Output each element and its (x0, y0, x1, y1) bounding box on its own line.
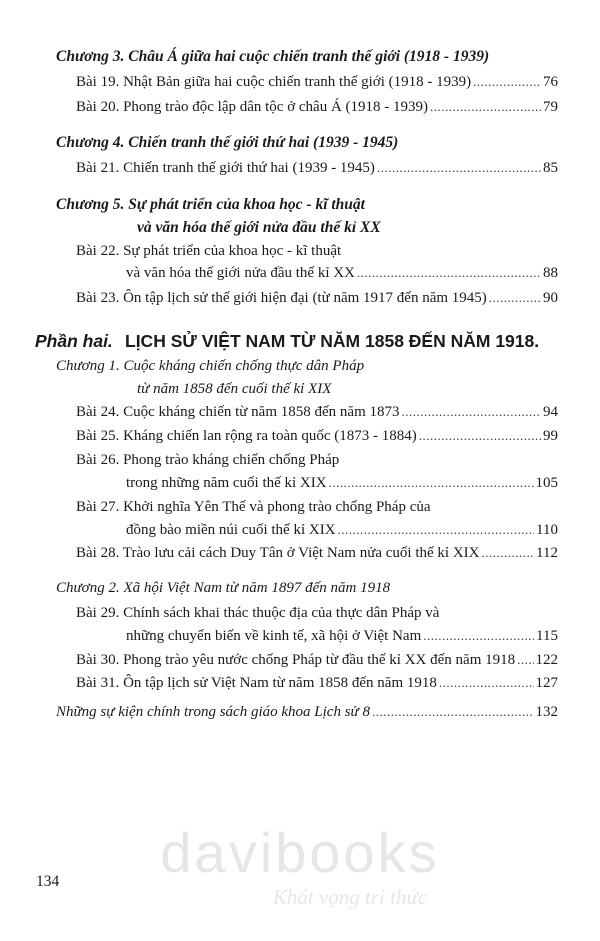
leader-dots (473, 72, 541, 92)
entry-title: đồng bào miền núi cuối thế kỉ XIX (126, 522, 336, 538)
chapter-heading-continued: từ năm 1858 đến cuối thế kỉ XIX (137, 381, 332, 397)
entry-page: 85 (543, 160, 558, 176)
part-heading (35, 329, 539, 353)
entry-page: 110 (536, 522, 558, 538)
toc-entry[interactable] (76, 97, 558, 117)
toc-entry[interactable] (126, 626, 558, 646)
chapter-heading: Chương 3. Châu Á giữa hai cuộc chiến tranh thế giới (1918 - 1939) (56, 48, 490, 65)
entry-page: 76 (543, 74, 558, 90)
entry-title: Bài 31. Ôn tập lịch sử Việt Nam từ năm 1858 đến năm 1918 (76, 675, 437, 691)
watermark-logo: davibooks (160, 821, 440, 884)
entry-page: 122 (535, 652, 558, 668)
part-title: LỊCH SỬ VIỆT NAM TỪ NĂM 1858 ĐẾN NĂM 1918. (125, 331, 540, 351)
toc-entry[interactable] (76, 158, 558, 178)
chapter-heading-continued: và văn hóa thế giới nửa đầu thế kỉ XX (137, 219, 381, 236)
entry-title: Bài 25. Kháng chiến lan rộng ra toàn quốc (1873 - 1884) (76, 428, 417, 444)
leader-dots (419, 426, 541, 446)
entry-page: 132 (535, 704, 558, 720)
entry-title[interactable]: Bài 29. Chính sách khai thác thuộc địa của thực dân Pháp và (76, 605, 440, 621)
toc-entry[interactable] (76, 543, 558, 563)
entry-title: Bài 19. Nhật Bản giữa hai cuộc chiến tranh thế giới (1918 - 1939) (76, 74, 472, 90)
toc-entry[interactable] (126, 473, 558, 493)
entry-title: Bài 28. Trào lưu cải cách Duy Tân ở Việt Nam nửa cuối thế kỉ XIX (76, 545, 480, 561)
toc-entry[interactable] (76, 72, 558, 92)
entry-title: Bài 24. Cuộc kháng chiến từ năm 1858 đến năm 1873 (76, 404, 400, 420)
leader-dots (338, 520, 535, 540)
leader-dots (517, 650, 533, 670)
entry-page: 90 (543, 290, 558, 306)
leader-dots (402, 402, 542, 422)
entry-title: Bài 23. Ôn tập lịch sử thế giới hiện đại (từ năm 1917 đến năm 1945) (76, 290, 487, 306)
entry-page: 88 (543, 265, 558, 281)
toc-entry[interactable] (76, 402, 558, 422)
leader-dots (329, 473, 534, 493)
entry-title[interactable]: Bài 22. Sự phát triển của khoa học - kĩ thuật (76, 243, 342, 259)
toc-entry[interactable] (76, 426, 558, 446)
page-number: 134 (36, 873, 60, 890)
chapter-heading: Chương 2. Xã hội Việt Nam từ năm 1897 đến năm 1918 (56, 580, 391, 596)
leader-dots (482, 543, 535, 563)
toc-entry[interactable] (126, 263, 558, 283)
entry-page: 79 (543, 99, 558, 115)
entry-title: Bài 30. Phong trào yêu nước chống Pháp từ đầu thế kỉ XX đến năm 1918 (76, 652, 516, 668)
entry-title: Những sự kiện chính trong sách giáo khoa Lịch sử 8 (56, 704, 370, 720)
entry-title[interactable]: Bài 26. Phong trào kháng chiến chống Pháp (76, 452, 340, 468)
toc-entry[interactable] (126, 520, 558, 540)
toc-entry[interactable] (76, 288, 558, 308)
entry-title[interactable]: Bài 27. Khởi nghĩa Yên Thế và phong trào chống Pháp của (76, 499, 431, 515)
entry-title: và văn hóa thế giới nửa đầu thế kỉ XX (126, 265, 355, 281)
leader-dots (372, 702, 534, 722)
entry-page: 112 (536, 545, 558, 561)
part-label: Phần hai. (35, 331, 113, 351)
leader-dots (489, 288, 541, 308)
toc-entry-events[interactable] (56, 702, 558, 722)
entry-title: trong những năm cuối thế kỉ XIX (126, 475, 327, 491)
entry-title: Bài 21. Chiến tranh thế giới thứ hai (1939 - 1945) (76, 160, 375, 176)
entry-page: 127 (535, 675, 558, 691)
entry-title: Bài 20. Phong trào độc lập dân tộc ở châu Á (1918 - 1939) (76, 99, 429, 115)
entry-page: 99 (543, 428, 558, 444)
toc-entry[interactable] (76, 673, 558, 693)
leader-dots (430, 97, 541, 117)
toc-entry[interactable] (76, 650, 558, 670)
entry-page: 94 (543, 404, 558, 420)
chapter-heading: Chương 1. Cuộc kháng chiến chống thực dân Pháp (56, 358, 365, 374)
chapter-heading: Chương 4. Chiến tranh thế giới thứ hai (1939 - 1945) (56, 134, 399, 151)
chapter-heading: Chương 5. Sự phát triển của khoa học - kĩ thuật (56, 196, 365, 213)
watermark-tagline: Khát vọng tri thức (272, 885, 428, 909)
leader-dots (423, 626, 534, 646)
leader-dots (357, 263, 541, 283)
entry-title: những chuyển biến về kinh tế, xã hội ở Việt Nam (126, 628, 422, 644)
entry-page: 105 (535, 475, 558, 491)
entry-page: 115 (536, 628, 558, 644)
leader-dots (377, 158, 541, 178)
leader-dots (439, 673, 534, 693)
